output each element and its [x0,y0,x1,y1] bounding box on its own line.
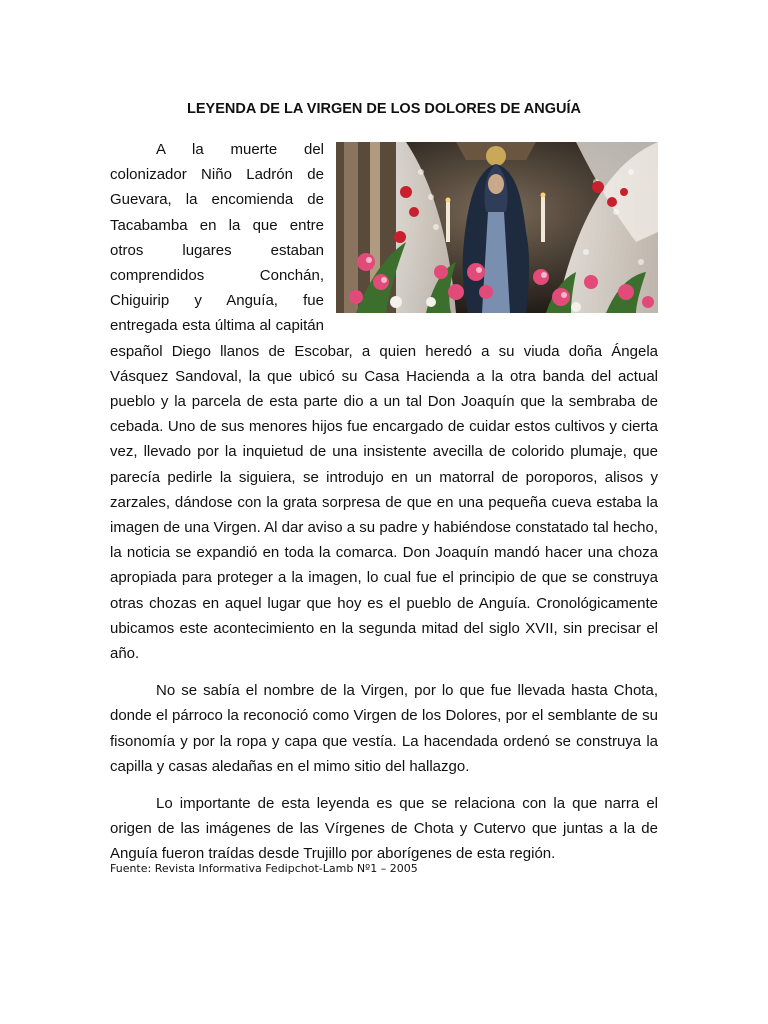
paragraph-3: Lo importante de esta leyenda es que se relaciona con la que narra el origen de las imágenes de las Vírgenes de Chota y Cutervo que juntas a la de Anguía fueron traídas desde Trujillo por aborígenes de esta región. [110,795,658,863]
paragraph-2: No se sabía el nombre de la Virgen, por lo que fue llevada hasta Chota, donde el párroco la reconoció como Virgen de los Dolores, por el semblante de su fisonomía y por la ropa y capa que vestía. La hacendada ordenó se construya la capilla y casas aledañas en el mimo sitio del hallazgo. [110,682,658,775]
virgin-photo [336,142,658,313]
source-citation: Fuente: Revista Informativa Fedipchot-Lamb Nº1 – 2005 [110,862,418,875]
page-title: LEYENDA DE LA VIRGEN DE LOS DOLORES DE ANGUÍA [187,101,581,117]
paragraph-1: A la muerte del colonizador Niño Ladrón de Guevara, la encomienda de Tacabamba en la que entre otros lugares estaban comprendidos Conchán, Chiguirip y Anguía, fue entregada esta última al capitán español Diego llanos de Escobar, a quien heredó a su viuda doña Ángela Vásquez Sandoval, la que ubicó su Casa Hacienda a la otra banda del actual pueblo y la parcela de esta parte dio a un tal Don Joaquín que la sembraba de cebada. Uno de sus menores hijos fue encargado de cuidar estos cultivos y cierta vez, llevado por la inquietud de una insistente avecilla de colorido plumaje, que parecía pedirle la siguiera, se introdujo en un matorral de poroporos, alisos y zarzales, dándose con la grata sorpresa de que en una pequeña cueva estaba la imagen de una Virgen. Al dar aviso a su padre y habiéndose constatado tal hecho, la noticia se expandió en toda la comarca. Don Joaquín mandó hacer una choza apropiada para proteger a la imagen, lo cual fue el principio de que se construya otras chozas en aquel lugar que hoy es el pueblo de Anguía. Cronológicamente ubicamos este acontecimiento en la segunda mitad del siglo XVII, sin precisar el año. [110,141,658,663]
virgin-image-icon [336,142,658,313]
document-body [110,137,658,867]
